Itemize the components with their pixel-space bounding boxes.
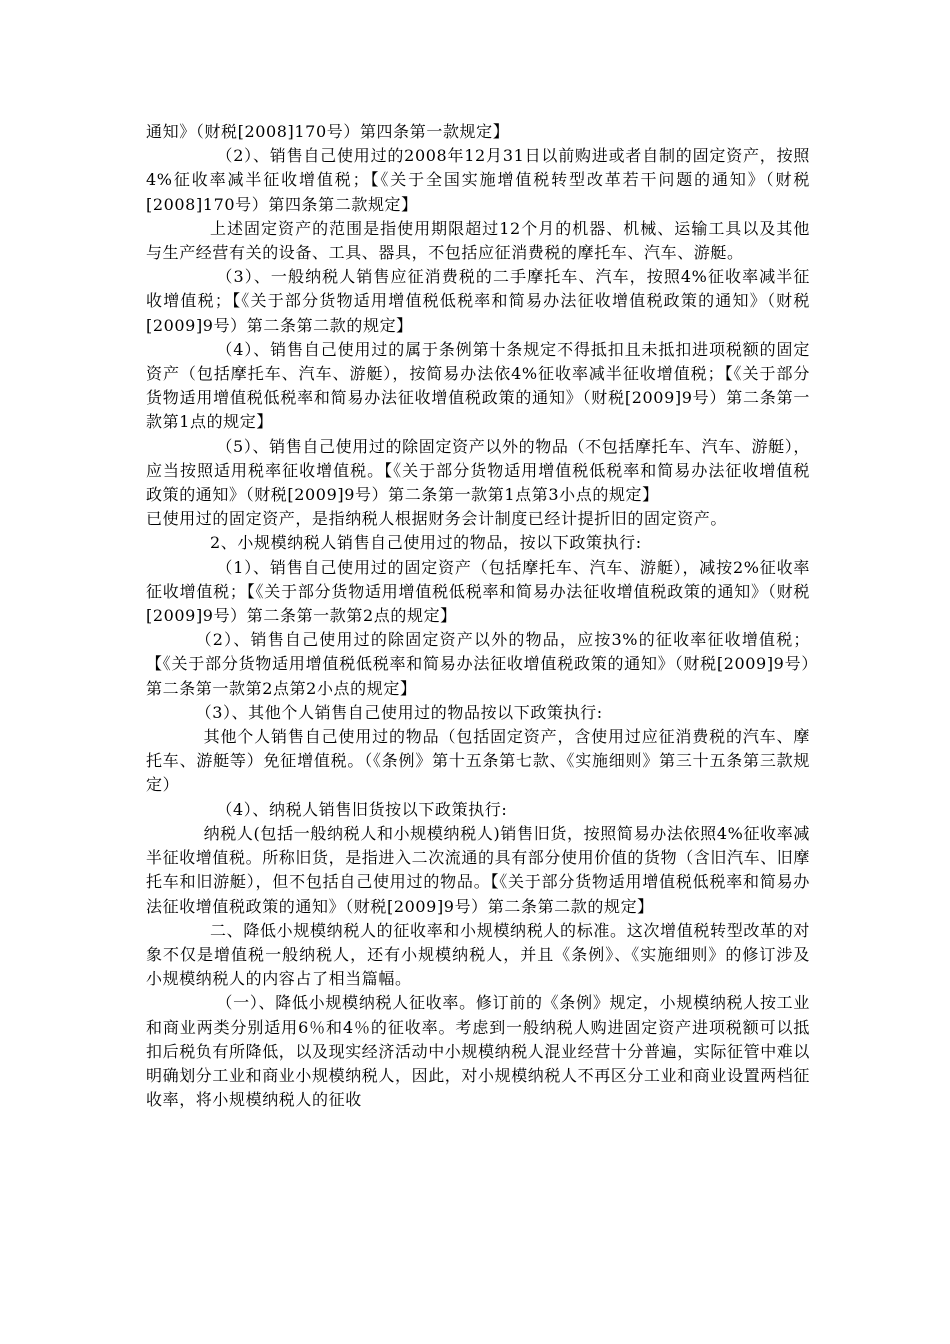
paragraph-4: （3）、一般纳税人销售应征消费税的二手摩托车、汽车，按照4%征收率减半征收增值税；【《关于部分货物适用增值税低税率和简易办法征收增值税政策的通知》（财税[2009]9号）第二条第二款的规定】 [146,267,810,335]
paragraph-14: 纳税人(包括一般纳税人和小规模纳税人)销售旧货，按照简易办法依照4%征收率减半征收增值税。所称旧货，是指进入二次流通的具有部分使用价值的货物（含旧汽车、旧摩托车和旧游艇），但不包括自己使用过的物品。【《关于部分货物适用增值税低税率和简易办法征收增值税政策的通知》（财税[2009]9号）第二条第二款的规定】 [146,823,811,916]
paragraph-1: 通知》（财税[2008]170号）第四条第一款规定】 [146,122,510,141]
paragraph-13: （4）、纳税人销售旧货按以下政策执行: [216,799,508,819]
paragraph-2: （2）、销售自己使用过的2008年12月31日以前购进或者自制的固定资产，按照4%征收率减半征收增值税；【《关于全国实施增值税转型改革若干问题的通知》（财税[2008]170号）第四条第二款规定】 [146,146,810,214]
paragraph-3: 上述固定资产的范围是指使用期限超过12个月的机器、机械、运输工具以及其他与生产经营有关的设备、工具、器具，不包括应征消费税的摩托车、汽车、游艇。 [146,218,810,263]
paragraph-16: （一）、降低小规模纳税人征收率。修订前的《条例》规定，小规模纳税人按工业和商业两类分别适用6％和4％的征收率。考虑到一般纳税人购进固定资产进项税额可以抵扣后税负有所降低，以及现实经济活动中小规模纳税人混业经营十分普遍，实际征管中难以明确划分工业和商业小规模纳税人，因此，对小规模纳税人不再区分工业和商业设置两档征收率，将小规模纳税人的征收 [146,993,811,1110]
paragraph-10: （2）、销售自己使用过的除固定资产以外的物品，应按3%的征收率征收增值税；【《关于部分货物适用增值税低税率和简易办法征收增值税政策的通知》（财税[2009]9号）第二条第一款第2点第2小点的规定】 [146,630,810,698]
paragraph-8: 2、小规模纳税人销售自己使用过的物品，按以下政策执行: [210,533,642,553]
document-body [146,120,810,1112]
paragraph-15: 二、降低小规模纳税人的征收率和小规模纳税人的标准。这次增值税转型改革的对象不仅是增值税一般纳税人，还有小规模纳税人，并且《条例》、《实施细则》的修订涉及小规模纳税人的内容占了相当篇幅。 [146,920,810,989]
paragraph-7: 已使用过的固定资产，是指纳税人根据财务会计制度已经计提折旧的固定资产。 [146,509,728,529]
paragraph-6: （5）、销售自己使用过的除固定资产以外的物品（不包括摩托车、汽车、游艇），应当按照适用税率征收增值税。【《关于部分货物适用增值税低税率和简易办法征收增值税政策的通知》（财税[2009]9号）第二条第一款第1点第3小点的规定】 [146,436,810,505]
paragraph-9: （1）、销售自己使用过的固定资产（包括摩托车、汽车、游艇），减按2%征收率征收增值税；【《关于部分货物适用增值税低税率和简易办法征收增值税政策的通知》（财税[2009]9号）第二条第一款第2点的规定】 [146,557,810,626]
paragraph-12: 其他个人销售自己使用过的物品（包括固定资产，含使用过应征消费税的汽车、摩托车、游艇等）免征增值税。（《条例》第十五条第七款、《实施细则》第三十五条第三款规定） [146,727,810,795]
paragraph-11: （3）、其他个人销售自己使用过的物品按以下政策执行: [195,702,603,722]
paragraph-5: （4）、销售自己使用过的属于条例第十条规定不得抵扣且未抵扣进项税额的固定资产（包括摩托车、汽车、游艇），按简易办法依4%征收率减半征收增值税；【《关于部分货物适用增值税低税率和简易办法征收增值税政策的通知》（财税[2009]9号）第二条第一款第1点的规定】 [146,339,810,432]
